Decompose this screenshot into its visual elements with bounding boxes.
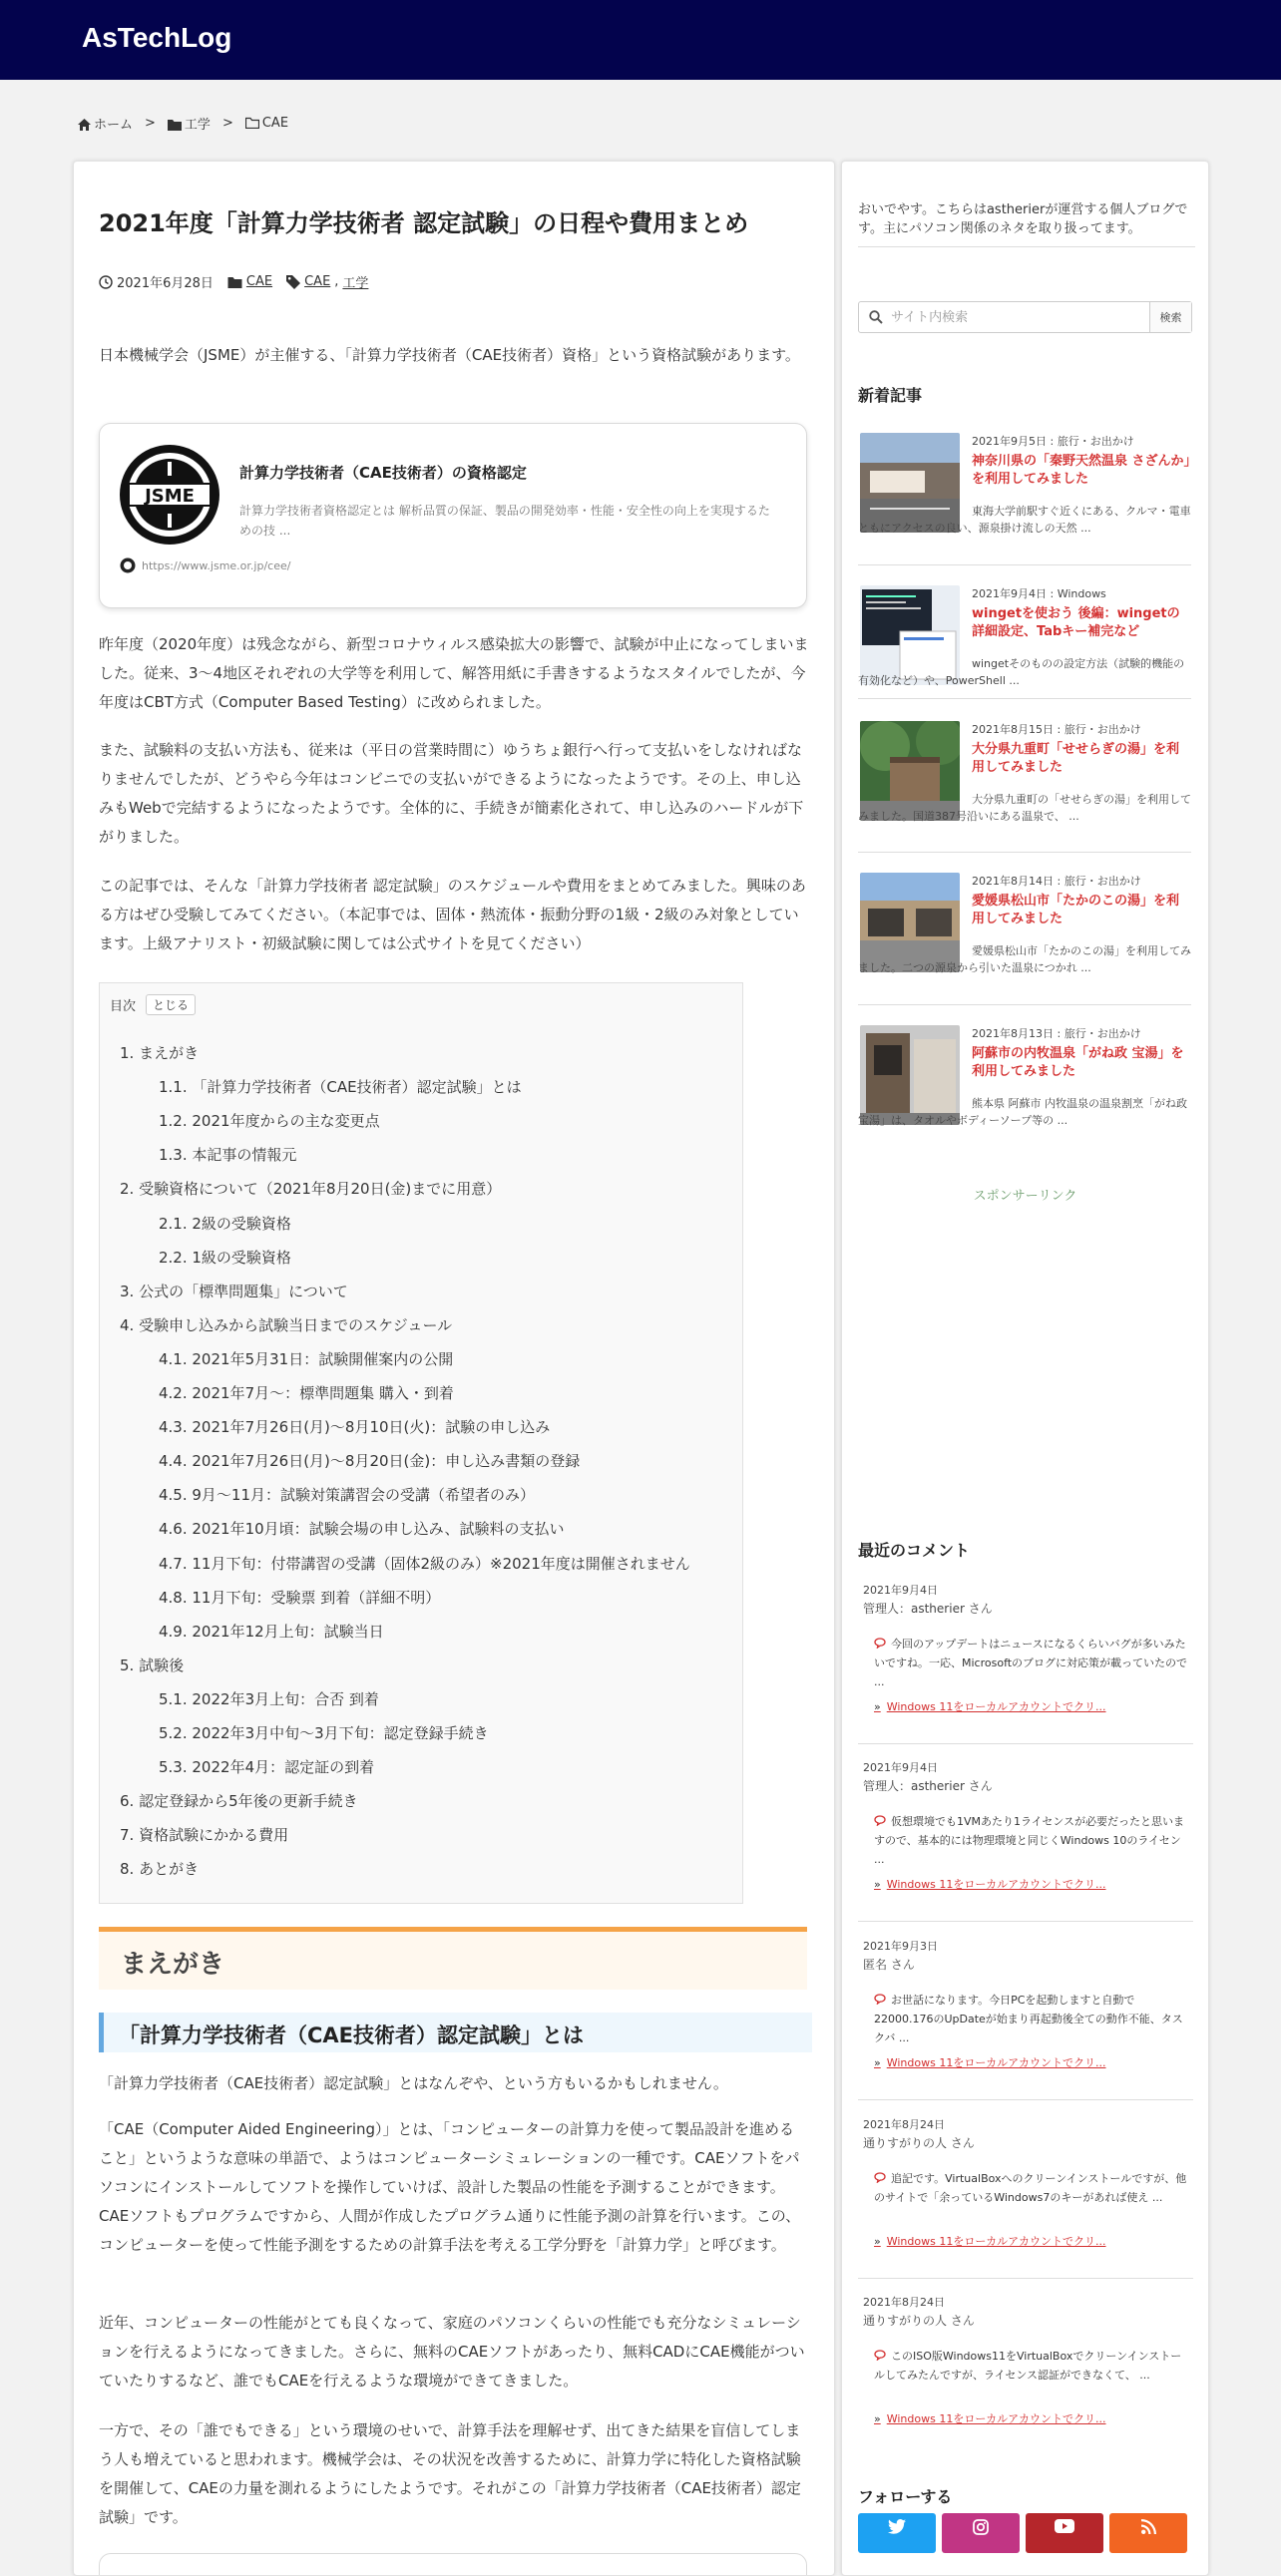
comment-author: 匿名 さん [863, 1958, 915, 1972]
post-excerpt: 愛媛県松山市「たかのこの湯」を利用してみました。二つの源泉から引いた温泉につかれ ... [858, 944, 1191, 974]
youtube-follow-button[interactable] [1026, 2513, 1103, 2553]
instagram-icon [973, 2519, 989, 2535]
site-header [0, 0, 1281, 80]
comment-post-link-text[interactable]: Windows 11をローカルアカウントでクリ... [886, 2412, 1106, 2425]
clock-icon [99, 275, 113, 289]
search-icon [869, 310, 883, 324]
double-chevron-icon: » [874, 1877, 881, 1891]
sponsored-label: スポンサーリンク [973, 1189, 1077, 1204]
comment-author: 通りすがりの人 さん [863, 2314, 975, 2328]
toc-subitem[interactable]: 4.5. 9月～11月：試験対策講習会の受講（希望者のみ） [159, 1486, 536, 1505]
article-paragraph: 「計算力学技術者（CAE技術者）認定試験」とはなんぞや、という方もいるかもしれません。 [99, 2074, 728, 2092]
post-title[interactable]: 神奈川県の「秦野天然温泉 さざんか」を利用してみました [972, 454, 1191, 487]
recent-comments-heading: 最近のコメント [858, 1541, 971, 1560]
toc-header [110, 994, 196, 1015]
post-title[interactable]: 阿蘇市の内牧温泉「がね政 宝湯」を利用してみました [972, 1046, 1184, 1079]
article-paragraph: 近年、コンピューターの性能がとても良くなって、家庭のパソコンくらいの性能でも充分なシミュレーションを行えるようになってきました。さらに、無料のCAEソフトがあったり、無料CADにCAE機能がついていたりするなど、誰でもCAEを行えるような環境ができてきました。 [99, 2314, 805, 2390]
article-paragraph: 「CAE（Computer Aided Engineering）」とは、「コンピューターの計算力を使って製品設計を進めること」というような意味の単語で、ようはコンピューターシミュレーションの一種です。CAEソフトをパソコンにインストールしてソフトを操作していけば、設計した製品の性能を予測することができます。CAEソフトもプログラムですから、人間が作成したプログラム通りに性能予測の計算を行います。この、コンピューターを使って性能予測をするための計算手法を考える工学分野を「計算力学」と呼びます。 [99, 2120, 801, 2254]
article-meta [99, 272, 376, 291]
toc-item[interactable]: 4. 受験申し込みから試験当日までのスケジュール [120, 1315, 453, 1334]
comment-text-body: 追記です。VirtualBoxへのクリーンインストールですが、他のサイトで「余っているWindows7のキーがあれば使え ... [874, 2172, 1187, 2204]
post-excerpt: 大分県九重町の「せせらぎの湯」を利用してみました。国道387号沿いにある温泉で、 ... [858, 793, 1191, 823]
article-paragraph: 一方で、その「誰でもできる」という環境のせいで、計算手法を理解せず、出てきた結果を盲信してしまう人も増えていると思われます。機械学会は、その状況を改善するために、計算力学に特化した資格試験を開催して、CAEの力量を測れるようにしたようです。それがこの「計算力学技術者（CAE技術者）認定試験」です。 [99, 2421, 801, 2526]
recent-post[interactable] [858, 721, 1191, 853]
link-card-url [120, 557, 290, 573]
comment-author: 管理人：astherier さん [863, 1779, 993, 1793]
article-tag-link[interactable]: CAE [304, 274, 331, 289]
folder-open-icon [245, 117, 259, 129]
toc-subitem[interactable]: 4.9. 2021年12月上旬：試験当日 [159, 1622, 384, 1641]
comment-post-link-text[interactable]: Windows 11をローカルアカウントでクリ... [886, 2235, 1106, 2248]
post-date: 2021年8月13日 : 旅行・お出かけ [972, 1027, 1141, 1040]
article-paragraph: この記事では、そんな「計算力学技術者 認定試験」のスケジュールや費用をまとめてみました。興味のある方はぜひ受験してみてください。（本記事では、固体・熱流体・振動分野の1級・2級のみ対象としています。上級アナリスト・初級試験に関しては公式サイトを見てください） [99, 877, 806, 952]
comment-post-link-text[interactable]: Windows 11をローカルアカウントでクリ... [886, 1700, 1106, 1713]
comment-date: 2021年9月4日 [863, 1761, 938, 1774]
double-chevron-icon: » [874, 2055, 881, 2069]
article-intro: 日本機械学会（JSME）が主催する、「計算力学技術者（CAE技術者）資格」という資格試験があります。 [99, 346, 800, 364]
tag-icon [286, 275, 300, 289]
comment-text [874, 2169, 1191, 2207]
twitter-icon [888, 2519, 906, 2534]
subsection-heading-text: 「計算力学技術者（CAE技術者）認定試験」とは [119, 2024, 585, 2047]
post-title[interactable]: wingetを使おう 後編：wingetの詳細設定、Tabキー補完など [972, 606, 1180, 639]
comment-post-link-text[interactable]: Windows 11をローカルアカウントでクリ... [886, 2056, 1106, 2069]
post-date: 2021年9月5日 : 旅行・お出かけ [972, 435, 1134, 448]
post-excerpt: 東海大学前駅すぐ近くにある、クルマ・電車ともにアクセスの良い、源泉掛け流しの天然 ... [858, 505, 1191, 535]
post-title[interactable]: 愛媛県松山市「たかのこの湯」を利用してみました [972, 894, 1180, 926]
comment-text-body: お世話になります。今日PCを起動しますと自動で22000.176のUpDateが始まり再起動後全ての動作不能、タスクバ ... [874, 1994, 1183, 2044]
folder-icon [168, 119, 182, 131]
tag-separator: , [334, 274, 339, 289]
table-of-contents [99, 982, 743, 1904]
toc-subitem[interactable]: 4.8. 11月下旬：受験票 到着（詳細不明） [159, 1588, 441, 1607]
breadcrumb-separator: > [221, 115, 233, 131]
breadcrumb-home-label: ホーム [94, 117, 134, 133]
recent-posts-heading: 新着記事 [858, 386, 923, 405]
article-paragraph: また、試験料の支払い方法も、従来は（平日の営業時間に）ゆうちょ銀行へ行って支払いをしなければなりませんでしたが、どうやら今年はコンビニでの支払いができるようになったようです。その上、申し込みもWebで完結するようになったようです。全体的に、手続きが簡素化されて、申し込みのハードルが下がりました。 [99, 741, 804, 846]
toc-subitem[interactable]: 5.3. 2022年4月：認定証の到着 [159, 1758, 375, 1777]
comment-post-link[interactable] [874, 2410, 1106, 2426]
breadcrumb-separator: > [145, 115, 156, 131]
comment-text-body: 仮想環境でも1VMあたり1ライセンスが必要だったと思いますので、基本的には物理環境と同じくWindows 10のライセン ... [874, 1815, 1185, 1866]
link-card-title: 計算力学技術者（CAE技術者）の資格認定 [239, 464, 527, 482]
toc-subitem[interactable]: 2.2. 1級の受験資格 [159, 1248, 291, 1267]
comment-text-body: 今回のアップデートはニュースになるくらいバグが多いみたいですね。一応、Microsoftのブログに対応策が載っていたので ... [874, 1638, 1188, 1688]
link-card-url-text: https://www.jsme.or.jp/cee/ [142, 558, 291, 572]
comment-text [874, 1991, 1191, 2047]
comment-item [858, 2294, 1193, 2443]
breadcrumb-engineering-label: 工学 [184, 117, 211, 133]
comment-post-link[interactable] [874, 2233, 1106, 2249]
toc-subitem[interactable]: 2.1. 2級の受験資格 [159, 1214, 291, 1233]
comment-icon [874, 1815, 886, 1826]
search-button[interactable]: 検索 [1149, 302, 1191, 332]
article-title: 2021年度「計算力学技術者 認定試験」の日程や費用まとめ [99, 209, 749, 237]
subsection-heading [99, 2013, 812, 2052]
comment-date: 2021年9月4日 [863, 1584, 938, 1597]
blog-intro: おいでやす。こちらはastherierが運営する個人ブログです。主にパソコン関係のネタを取り扱ってます。 [858, 200, 1195, 247]
recent-post[interactable] [858, 873, 1191, 1005]
toc-subitem[interactable]: 4.2. 2021年7月～：標準問題集 購入・到着 [159, 1384, 454, 1402]
toc-subitem[interactable]: 4.7. 11月下旬：付帯講習の受講（固体2級のみ）※2021年度は開催されません [159, 1554, 690, 1573]
post-excerpt: 熊本県 阿蘇市 内牧温泉の温泉割烹「がね政 宝湯」は、タオルやボディーソープ等の ... [858, 1097, 1187, 1127]
toc-item[interactable]: 7. 資格試験にかかる費用 [120, 1826, 289, 1845]
twitter-follow-button[interactable] [858, 2513, 936, 2553]
double-chevron-icon: » [874, 2234, 881, 2248]
double-chevron-icon: » [874, 2411, 881, 2425]
toc-subitem[interactable]: 1.3. 本記事の情報元 [159, 1146, 297, 1165]
breadcrumb-cae[interactable] [245, 116, 288, 131]
toc-item[interactable]: 1. まえがき [120, 1044, 200, 1062]
toc-subitem[interactable]: 4.4. 2021年7月26日(月)～8月20日(金)：申し込み書類の登録 [159, 1452, 581, 1471]
toc-subitem[interactable]: 1.2. 2021年度からの主な変更点 [159, 1112, 380, 1131]
article-date: 2021年6月28日 [117, 276, 214, 291]
toc-subitem[interactable]: 4.6. 2021年10月頃：試験会場の申し込み、試験料の支払い [159, 1520, 565, 1539]
link-card-description: 計算力学技術者資格認定とは 解析品質の保証、製品の開発効率・性能・安全性の向上を実現するための技 ... [239, 504, 770, 538]
comment-item [858, 1582, 1193, 1744]
article-category-link[interactable]: CAE [245, 274, 273, 289]
comment-post-link-text[interactable]: Windows 11をローカルアカウントでクリ... [886, 1878, 1106, 1891]
post-excerpt: wingetそのものの設定方法（試験的機能の有効化など）や、PowerShell ... [858, 657, 1185, 687]
recent-post[interactable] [858, 433, 1191, 565]
comment-author: 管理人：astherier さん [863, 1602, 993, 1616]
youtube-icon [1055, 2519, 1074, 2533]
breadcrumb-engineering[interactable] [168, 114, 211, 133]
toc-subitem[interactable]: 5.1. 2022年3月上旬：合否 到着 [159, 1689, 379, 1708]
toc-item[interactable]: 8. あとがき [120, 1860, 200, 1879]
post-title[interactable]: 大分県九重町「せせらぎの湯」を利用してみました [972, 742, 1180, 775]
toc-subitem[interactable]: 4.1. 2021年5月31日：試験開催案内の公開 [159, 1349, 454, 1368]
link-card[interactable] [99, 2553, 807, 2576]
comment-post-link[interactable] [874, 2054, 1106, 2070]
link-card[interactable] [99, 423, 807, 608]
toc-label: 目次 [110, 999, 137, 1014]
site-title-link[interactable]: AsTechLog [82, 22, 232, 53]
section-heading [99, 1927, 807, 1990]
comment-icon [874, 2350, 886, 2361]
instagram-follow-button[interactable] [942, 2513, 1020, 2553]
rss-follow-button[interactable] [1109, 2513, 1187, 2553]
comment-date: 2021年8月24日 [863, 2296, 945, 2309]
comment-author: 通りすがりの人 さん [863, 2136, 975, 2150]
comment-post-link[interactable] [874, 1698, 1106, 1714]
comment-text-body: このISO版Windows11をVirtualBoxでクリーンインストールしてみたんですが、ライセンス認証ができなくて、 ... [874, 2350, 1182, 2382]
follow-buttons [858, 2513, 1187, 2553]
double-chevron-icon: » [874, 1699, 881, 1713]
toc-item[interactable]: 5. 試験後 [120, 1656, 185, 1674]
article-tag-link[interactable]: 工学 [342, 276, 369, 291]
folder-icon [227, 276, 242, 288]
toc-toggle-button[interactable]: とじる [146, 994, 196, 1015]
post-date: 2021年9月4日 : Windows [972, 587, 1106, 600]
comment-date: 2021年8月24日 [863, 2118, 945, 2131]
follow-heading: フォローする [858, 2487, 953, 2506]
breadcrumb-home[interactable] [78, 114, 133, 133]
comment-post-link[interactable] [874, 1876, 1106, 1892]
rss-icon [1141, 2519, 1156, 2534]
post-date: 2021年8月15日 : 旅行・お出かけ [972, 723, 1141, 736]
toc-item[interactable]: 3. 公式の「標準問題集」について [120, 1282, 348, 1300]
recent-post[interactable] [858, 585, 1191, 699]
article-paragraph: 昨年度（2020年度）は残念ながら、新型コロナウィルス感染拡大の影響で、試験が中止になってしまいました。従来、3～4地区それぞれの大学等を利用して、解答用紙に手書きするようなスタイルでしたが、今年度はCBT方式（Computer Based Testing）に改められました。 [99, 635, 809, 711]
breadcrumb-cae-label: CAE [261, 115, 289, 131]
article-main [73, 161, 835, 2576]
search-input[interactable] [889, 304, 1142, 330]
post-date: 2021年8月14日 : 旅行・お出かけ [972, 875, 1141, 888]
home-icon [78, 119, 91, 131]
comment-item [858, 2116, 1193, 2279]
comment-date: 2021年9月3日 [863, 1940, 938, 1953]
comment-icon [874, 1638, 886, 1649]
toc-item[interactable]: 2. 受験資格について（2021年8月20日(金)までに用意） [120, 1180, 502, 1199]
comment-text [874, 1812, 1191, 1869]
jsme-logo [119, 444, 220, 546]
favicon-icon [120, 557, 136, 573]
toc-subitem[interactable]: 5.2. 2022年3月中旬～3月下旬：認定登録手続き [159, 1724, 489, 1742]
recent-post[interactable] [858, 1025, 1191, 1137]
site-search [858, 301, 1192, 333]
comment-text [874, 2347, 1191, 2385]
comment-text [874, 1635, 1191, 1691]
comment-item [858, 1938, 1193, 2100]
sidebar [841, 161, 1209, 2576]
toc-subitem[interactable]: 1.1. 「計算力学技術者（CAE技術者）認定試験」とは [159, 1078, 522, 1097]
comment-icon [874, 1994, 886, 2005]
toc-subitem[interactable]: 4.3. 2021年7月26日(月)～8月10日(火)：試験の申し込み [159, 1418, 551, 1437]
breadcrumb [78, 113, 288, 133]
section-heading-text: まえがき [121, 1950, 225, 1980]
comment-icon [874, 2172, 886, 2183]
svg-text:JSME: JSME [145, 486, 195, 507]
comment-item [858, 1759, 1193, 1922]
toc-item[interactable]: 6. 認定登録から5年後の更新手続き [120, 1792, 358, 1811]
